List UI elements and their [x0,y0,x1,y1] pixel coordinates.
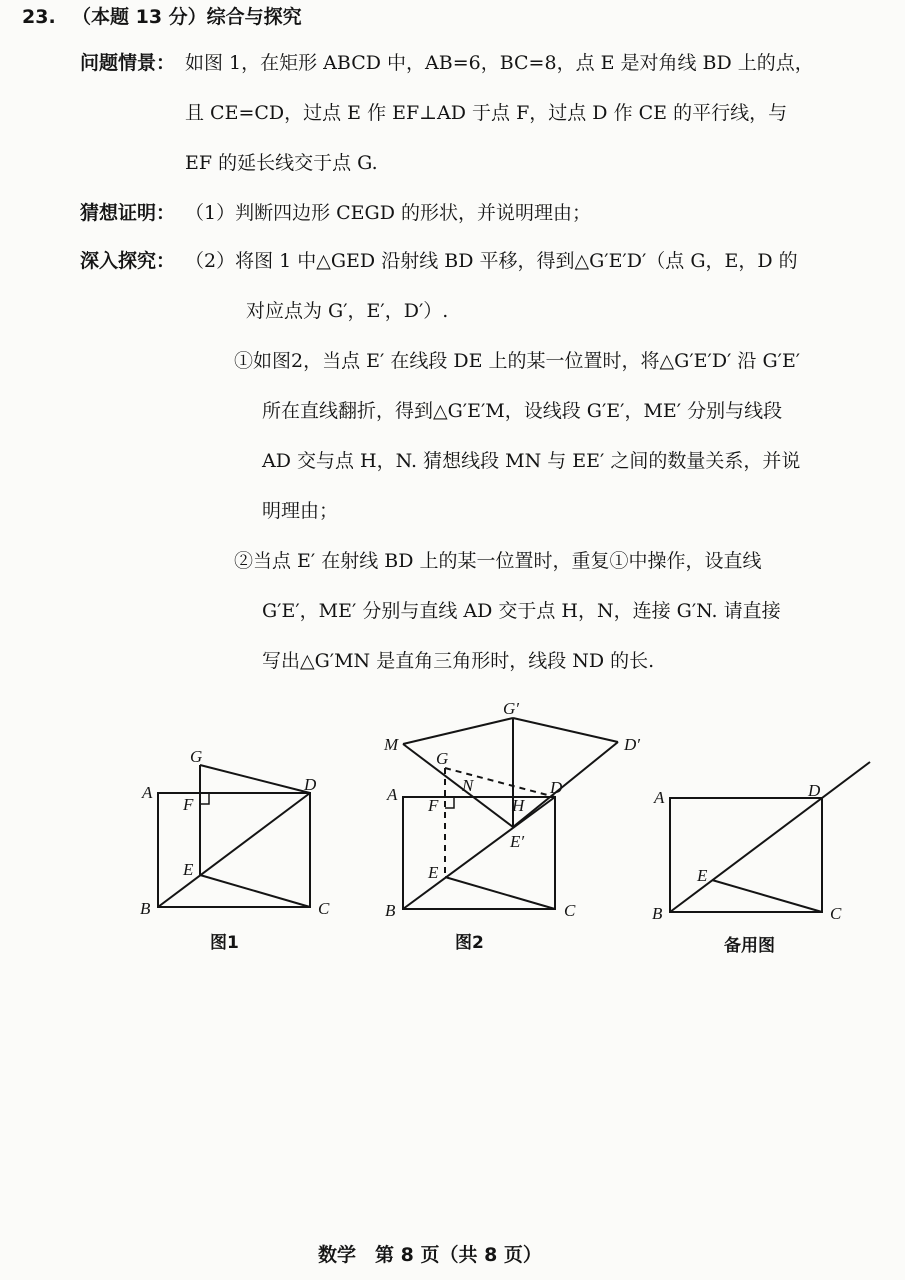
fig1-label-d: D [304,775,317,794]
fig1-label-c: C [318,899,330,918]
question-number: 23. [22,6,56,28]
fig3-label-e: E [697,866,708,885]
sub1-line-4: 明理由； [262,500,339,522]
fig2-caption: 图2 [455,933,484,953]
scenario-line-1: 如图 1，在矩形 ABCD 中，AB=6，BC=8，点 E 是对角线 BD 上的点， [185,52,814,74]
fig3-label-d: D [808,781,821,800]
fig2-label-f: F [428,796,439,815]
sub1-line-1: ①如图2，当点 E′ 在线段 DE 上的某一位置时，将△G′E′D′ 沿 G′E′ [234,350,801,372]
scenario-label: 问题情景： [80,52,176,74]
explore-line-2: 对应点为 G′，E′，D′）. [246,300,449,322]
sub2-line-2: G′E′，ME′ 分别与直线 AD 交于点 H，N，连接 G′N. 请直接 [262,600,781,622]
fig1-label-f: F [183,795,194,814]
fig2-label-c: C [564,901,576,920]
fig1-label-e: E [183,860,194,879]
fig1-label-b: B [140,899,151,918]
sub2-line-1: ②当点 E′ 在射线 BD 上的某一位置时，重复①中操作，设直线 [234,550,762,572]
fig2-label-e-prime: E′ [510,832,525,851]
fig2-label-n: N [462,776,474,795]
fig2-label-g: G [436,749,449,768]
fig3-ray-bd [670,762,870,912]
question-title: （本题 13 分）综合与探究 [72,6,302,28]
fig3-caption: 备用图 [724,936,775,956]
fig2-label-m: M [384,735,399,754]
sub2-line-3: 写出△G′MN 是直角三角形时，线段 ND 的长. [262,650,655,672]
fig3-label-a: A [654,788,665,807]
fig3-label-c: C [830,904,842,923]
explore-label: 深入探究： [80,250,176,272]
fig2-label-d: D [550,778,563,797]
scenario-line-3: EF 的延长线交于点 G. [185,152,378,174]
explore-line-1: （2）将图 1 中△GED 沿射线 BD 平移，得到△G′E′D′（点 G，E，D 的 [185,250,798,272]
fig2-label-h: H [512,796,525,815]
fig2-label-e: E [428,863,439,882]
fig2-label-g-prime: G′ [503,699,519,718]
fig2-label-d-prime: D′ [624,735,640,754]
page-footer: 数学 第 8 页（共 8 页） [318,1244,542,1266]
fig1-label-g: G [190,747,203,766]
scenario-line-2: 且 CE=CD，过点 E 作 EF⊥AD 于点 F，过点 D 作 CE 的平行线，与 [185,102,788,124]
fig3-label-b: B [652,904,663,923]
conjecture-label: 猜想证明： [80,202,176,224]
fig1-caption: 图1 [210,933,239,953]
fig2-label-b: B [385,901,396,920]
fig3-segment-ce [712,880,822,912]
fig2-label-a: A [387,785,398,804]
sub1-line-2: 所在直线翻折，得到△G′E′M，设线段 G′E′，ME′ 分别与线段 [262,400,783,422]
conjecture-text: （1）判断四边形 CEGD 的形状，并说明理由； [185,202,591,224]
fig1-label-a: A [142,783,153,802]
sub1-line-3: AD 交与点 H，N. 猜想线段 MN 与 EE′ 之间的数量关系，并说 [262,450,801,472]
